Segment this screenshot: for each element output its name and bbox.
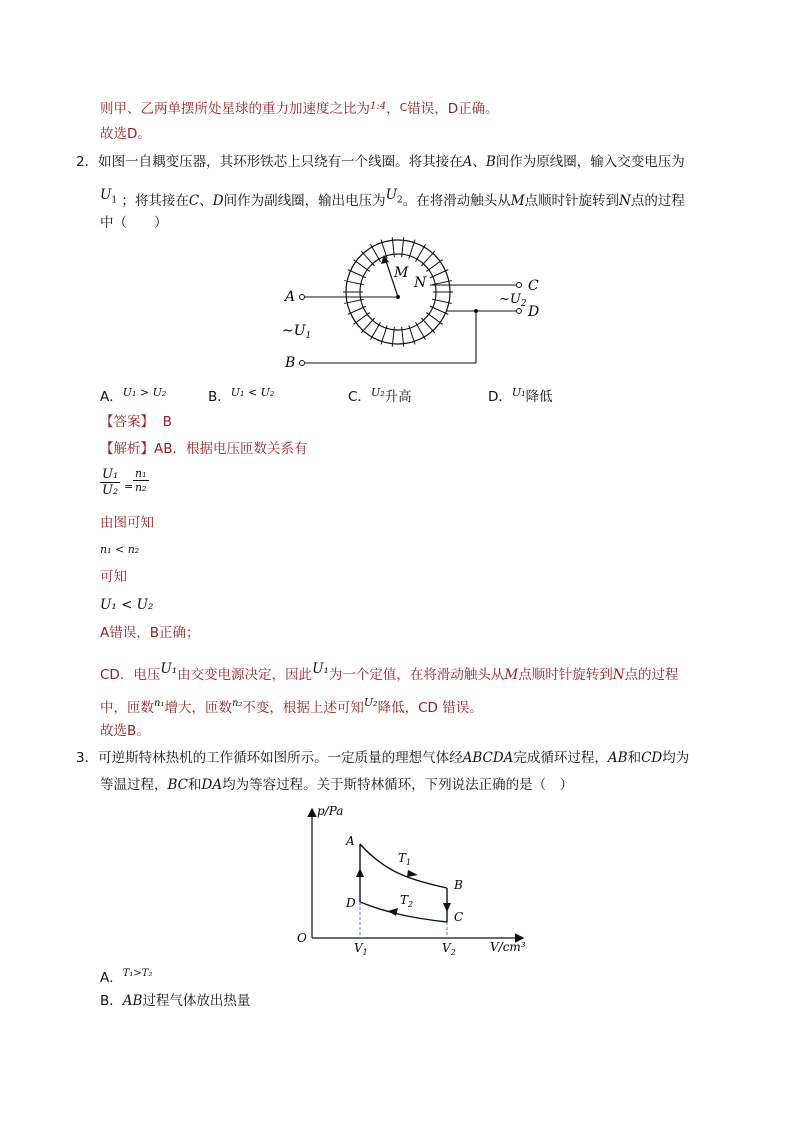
- q2-choose: 故选B。: [100, 723, 150, 739]
- var: CD: [641, 750, 663, 766]
- point-D: D: [346, 896, 356, 910]
- var: U: [100, 187, 112, 203]
- q3-option-b[interactable]: [100, 992, 250, 1010]
- var: BC: [167, 777, 189, 793]
- label-N: N: [414, 275, 427, 291]
- denominator: n₂: [135, 481, 147, 494]
- option-label: B．: [208, 389, 231, 405]
- text-ab-conclusion: A错误，B正确；: [100, 625, 200, 641]
- text: 均为: [662, 750, 690, 766]
- text: 。在将滑动触头从: [402, 193, 511, 209]
- text: 降低，CD 错误。: [377, 700, 483, 716]
- text: ；将其接在: [121, 193, 189, 209]
- eq1-equals: =: [124, 480, 134, 493]
- var: ABCDA: [462, 750, 514, 766]
- text: 点的过程: [624, 667, 679, 683]
- text: 完成循环过程，: [513, 750, 608, 766]
- text: 点顺时针旋转到: [518, 667, 613, 683]
- text: 。: [137, 126, 151, 142]
- label-V2: $V_2$: [442, 941, 456, 957]
- text-from-figure: 由图可知: [100, 515, 154, 531]
- numerator: U₁: [102, 467, 119, 482]
- var: N: [612, 667, 625, 683]
- var: U: [385, 187, 397, 203]
- text: 则甲、乙两单摆所处星球的重力加速度之比为: [100, 101, 370, 117]
- text: 由交变电源决定，因此: [177, 667, 313, 683]
- text: 增大，匝数: [164, 700, 232, 716]
- label-T2: $T_2$: [400, 893, 414, 909]
- label-U1: $\sim U_1$: [282, 323, 312, 341]
- question-number: 2．: [76, 154, 99, 170]
- denominator: U₂: [102, 483, 119, 498]
- option-text: 过程气体放出热量: [142, 993, 251, 1009]
- question-number: 3．: [76, 750, 99, 766]
- q2-stem-line3: 中（ ）: [100, 215, 168, 231]
- option-text: U₁ > U₂: [122, 386, 167, 399]
- label-V1: $V_1$: [354, 941, 368, 957]
- x-axis-label: V/cm³: [490, 940, 526, 954]
- text: AB．根据电压匝数关系有: [154, 441, 308, 457]
- q2-option-b[interactable]: [208, 384, 274, 406]
- q2-option-a[interactable]: [100, 384, 166, 406]
- label-A: A: [285, 289, 296, 305]
- q2-cd-line1: [100, 660, 679, 684]
- option-var: U₂: [370, 386, 385, 399]
- text: 点的过程: [630, 193, 685, 209]
- eq1-right-fraction: [133, 467, 149, 494]
- y-axis-label: p/Pa: [317, 804, 344, 818]
- text: ，: [386, 101, 400, 117]
- q2-cd-line2: [100, 694, 483, 717]
- option-var: AB: [122, 993, 143, 1009]
- analysis-tag: 【解析】: [100, 441, 154, 457]
- numerator: n₁: [135, 467, 147, 480]
- var: M: [504, 667, 519, 683]
- option-text: U₁ < U₂: [230, 386, 275, 399]
- option-var: U₁: [511, 386, 526, 399]
- option-label: A．: [100, 389, 123, 405]
- text: D: [127, 126, 138, 142]
- text-therefore: 可知: [100, 569, 127, 585]
- label-M: M: [394, 265, 409, 281]
- option-text: 升高: [384, 389, 412, 405]
- text: 间作为副线圈，输出电压为: [223, 193, 386, 209]
- var: DA: [201, 777, 223, 793]
- q2-stem-line2: [100, 186, 685, 210]
- stirling-pv-diagram: [290, 800, 540, 958]
- q2-stem-line1: [76, 153, 685, 171]
- text: 如图一自耦变压器，其环形铁芯上只绕有一个线圈。将其接在: [98, 154, 463, 170]
- option-label: A．: [100, 970, 123, 986]
- point-A: A: [346, 834, 355, 848]
- point-C: C: [454, 910, 464, 924]
- option-letter: C: [399, 101, 408, 114]
- option-letter: D: [447, 101, 459, 117]
- label-B: B: [285, 355, 296, 371]
- var: N: [619, 193, 631, 209]
- origin-label: O: [297, 931, 307, 945]
- sub: 2: [396, 195, 403, 206]
- sub: 1: [111, 195, 118, 206]
- answer-value: B: [162, 414, 172, 430]
- option-text: T₁>T₂: [122, 968, 153, 979]
- option-text: 降低: [525, 389, 553, 405]
- text: 均为等容过程。关于斯特林循环，下列说法正确的是（ ）: [222, 777, 574, 793]
- var: B: [485, 154, 496, 170]
- q3-option-a[interactable]: [100, 965, 153, 987]
- text: 正确。: [458, 101, 499, 117]
- label-T1: $T_1$: [398, 851, 412, 867]
- eq3: U₁ < U₂: [100, 597, 154, 613]
- option-label: B．: [100, 993, 123, 1009]
- var: AB: [607, 750, 628, 766]
- var: M: [510, 193, 525, 209]
- var: A: [462, 154, 473, 170]
- label-D: D: [528, 304, 540, 320]
- text: 不变，根据上述可知: [242, 700, 364, 716]
- text: 等温过程，: [100, 777, 168, 793]
- var: n₂: [231, 698, 243, 709]
- var: U₂: [363, 696, 378, 709]
- prev-choose-line: [100, 125, 151, 143]
- q2-analysis-line1: [100, 440, 308, 458]
- label-U2: $\sim U_2$: [499, 292, 527, 309]
- text: 故选: [100, 126, 127, 142]
- text: 和: [188, 777, 202, 793]
- var: U₁: [312, 661, 329, 677]
- text: CD．电压: [100, 667, 161, 683]
- text: 间作为原线圈，输入交变电压为: [495, 154, 685, 170]
- q2-answer: [100, 413, 172, 431]
- q3-stem-line2: [100, 776, 573, 794]
- text: 中，匝数: [100, 700, 154, 716]
- var: D: [212, 193, 224, 209]
- var: U₁: [160, 661, 178, 677]
- label-C: C: [528, 278, 539, 294]
- q3-stem-line1: [76, 749, 689, 767]
- q2-option-d[interactable]: [488, 384, 553, 406]
- eq1-left-fraction: [100, 467, 120, 498]
- text: 、: [472, 154, 486, 170]
- prev-conclusion-line: [100, 98, 499, 118]
- text: 、: [199, 193, 213, 209]
- option-label: C．: [348, 389, 371, 405]
- text: 可逆斯特林热机的工作循环如图所示。一定质量的理想气体经: [98, 750, 463, 766]
- option-label: D．: [488, 389, 512, 405]
- q2-option-c[interactable]: [348, 384, 412, 406]
- point-B: B: [454, 878, 463, 892]
- answer-tag: 【答案】: [100, 414, 154, 430]
- text: 和: [627, 750, 642, 766]
- var: C: [188, 193, 200, 209]
- autotransformer-figure: [280, 235, 550, 375]
- ratio: 1:4: [370, 101, 387, 112]
- text: 点顺时针旋转到: [524, 193, 620, 209]
- var: n₁: [154, 698, 165, 709]
- eq2: n₁ < n₂: [100, 543, 140, 556]
- text: 错误，: [407, 101, 448, 117]
- text: 为一个定值，在将滑动触头从: [328, 667, 505, 683]
